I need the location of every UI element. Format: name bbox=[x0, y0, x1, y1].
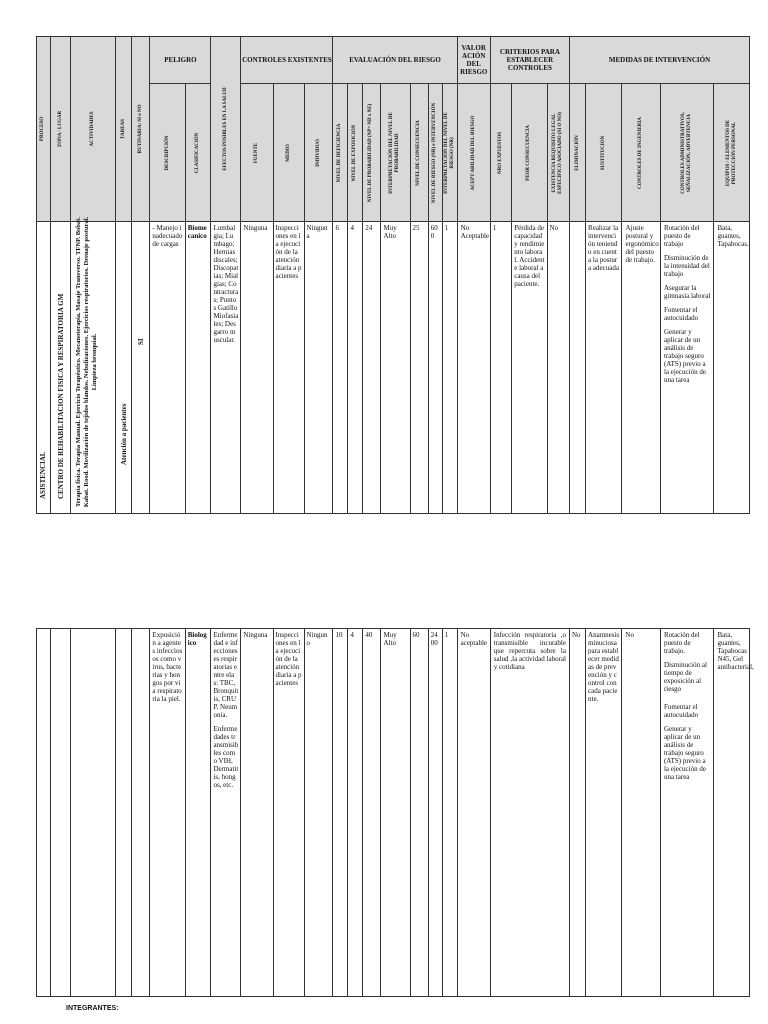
header-criterios: CRITERIOS PARA ESTABLECER CONTROLES bbox=[490, 37, 569, 84]
clasificacion-cell: Biologico bbox=[185, 629, 211, 997]
nd-cell: 10 bbox=[333, 629, 348, 997]
ne-cell: 4 bbox=[348, 629, 363, 997]
header-rutinaria: RUTINARIA: SI o NO bbox=[132, 37, 150, 222]
header-peor: PEOR CONSECUENCIA bbox=[512, 84, 547, 222]
header-efectos: EFECTOS POSIBLES EN LA SALUD bbox=[211, 37, 241, 222]
epp-cell: Bata, guantes, Tapabocas N45, Gel antibacterial, bbox=[714, 629, 750, 997]
clasificacion-cell: Biomecanico bbox=[185, 222, 211, 514]
tareas-cell bbox=[116, 629, 132, 997]
header-descripcion: DESCRIPCIÓN bbox=[150, 84, 185, 222]
tareas-cell: Atención a pacientes bbox=[116, 222, 132, 514]
zona-cell bbox=[50, 629, 70, 997]
header-administrativos: CONTROLES ADMINISTRATIVOS, SEÑALIZACIÓN, ADVERTENCIA bbox=[660, 84, 714, 222]
int-np-cell: Muy Alto bbox=[380, 629, 410, 997]
header-nr: NIVEL DE RIESGO (NR) e INTERVENCIÓN bbox=[428, 84, 442, 222]
header-medio: MEDIO bbox=[273, 84, 304, 222]
header-nc: NIVEL DE CONSECUENCIA bbox=[410, 84, 428, 222]
legal-cell: No bbox=[547, 222, 569, 514]
np-cell: 40 bbox=[363, 629, 380, 997]
efectos-cell: Enfermedad e infecciones es respiratorias entre elas: TBC, Bronquitis, CRUP, Neumonia. Enfermedades transmisibles como VIH, Dermatitis, hongos, etc. bbox=[211, 629, 241, 997]
header-int-np: INTERPRETACIÓN DEL NIVEL DE PROBABILIDAD bbox=[380, 84, 410, 222]
header-aceptabilidad: ACEPT ABILIDAD DEL RIESGO bbox=[457, 84, 490, 222]
nc-cell: 60 bbox=[410, 629, 428, 997]
header-individuo: INDIVIDUO bbox=[304, 84, 333, 222]
peor-cell: Pérdida de capacidad y rendimiento laboral. Accidente laboral a causa del paciente. bbox=[512, 222, 547, 514]
fuente-cell: Ninguna bbox=[241, 222, 273, 514]
header-evaluacion: EVALUACIÓN DEL RIESGO bbox=[333, 37, 457, 84]
ingenieria-cell: No bbox=[622, 629, 661, 997]
nr-cell: 2400 bbox=[428, 629, 442, 997]
fuente-cell: Ninguna bbox=[241, 629, 273, 997]
header-legal: EXISTENCIA REQUISITO LEGAL ESPECÍFICO ASOCIADO (SI O NO) bbox=[547, 84, 569, 222]
header-np: NIVEL DE PROBABILIDAD (NP= ND x NE) bbox=[363, 84, 380, 222]
header-peligro: PELIGRO bbox=[150, 37, 211, 84]
proceso-cell: ASISTENCIAL bbox=[37, 222, 51, 514]
nd-cell: 6 bbox=[333, 222, 348, 514]
header-eliminacion: ELIMINACIÓN bbox=[570, 84, 586, 222]
epp-cell: Bata, guantes, Tapabocas. bbox=[714, 222, 750, 514]
sustitucion-cell: Realizar la intervención teniendo en cuenta la postura adecuada bbox=[586, 222, 622, 514]
int-nr-cell: 1 bbox=[442, 222, 457, 514]
header-nd: NIVEL DE DEFICIENCIA bbox=[333, 84, 348, 222]
risk-matrix-table-bottom bbox=[36, 628, 754, 997]
aceptabilidad-cell: No aceptable bbox=[457, 629, 490, 997]
header-controles: CONTROLES EXISTENTES bbox=[241, 37, 333, 84]
nr-cell: 600 bbox=[428, 222, 442, 514]
nc-cell: 25 bbox=[410, 222, 428, 514]
eliminacion-cell bbox=[570, 222, 586, 514]
rutinaria-cell bbox=[132, 629, 150, 997]
header-clasificacion: CLASIFICACIÓN bbox=[185, 84, 211, 222]
header-expuestos: NRO EXPUESTOS bbox=[490, 84, 511, 222]
administrativos-cell: Rotación del puesto de trabajo Disminución de la intensidad del trabajo Asegurar la gimnasia laboral Fomentar el autocuidado Generar y aplicar de un análisis de trabajo seguro (ATS) previo a la ejecución de una tarea bbox=[660, 222, 714, 514]
descripcion-cell: - Manejo inadecuado de cargas bbox=[150, 222, 185, 514]
zona-cell: CENTRO DE REHABILITACION FISICA Y RESPIRATORIA GM bbox=[50, 222, 70, 514]
header-actividades: ACTIVIDADES bbox=[71, 37, 116, 222]
efectos-cell: Lumbalgia; Lumbago; Hernias discales; Discopatias; Mialgias; Contracturas; Puntos Gatillo Miofasiales; Desgarro muscular. bbox=[211, 222, 241, 514]
header-int-nr: INTERPRETACIÓN DEL NIVEL DE RIESGO (NR) bbox=[442, 84, 457, 222]
peor-cell: Infección respiratoria ,o transmisible incurable que repercuta sobre la salud ,la actividad laboral y cotidiana bbox=[490, 629, 569, 997]
header-valoracion: VALOR ACIÓN DEL RIESGO bbox=[457, 37, 490, 84]
actividades-cell: Terapia física. Terapia Manual. Ejercicio Terapéutico. Mecanoterapia. Masaje Transverso. TFNP. Bobat. Kabat. Rood. Movilización de tejidos blandos. Nebulizaciones. Ejercicios respiratorios. Drenaje postural. Limpieza bronquial. bbox=[71, 222, 116, 514]
individuo-cell: Ninguna bbox=[304, 222, 333, 514]
integrantes-label: INTEGRANTES: bbox=[66, 1005, 119, 1012]
aceptabilidad-cell: No Aceptable bbox=[457, 222, 490, 514]
administrativos-cell: Rotación del puesto de trabajo. Disminución al tiempo de exposición al riesgo Fomentar el autocuidado Generar y aplicar de un análisis de trabajo seguro (ATS) previo a la ejecución de una tarea bbox=[660, 629, 714, 997]
header-tareas: TAREAS bbox=[116, 37, 132, 222]
header-fuente: FUENTE bbox=[241, 84, 273, 222]
table-row bbox=[37, 222, 750, 514]
expuestos-cell: 1 bbox=[490, 222, 511, 514]
legal-cell: No bbox=[569, 629, 585, 997]
medio-cell: Inspecciones en la ejecución de la atención diaria a pacientes bbox=[273, 222, 304, 514]
sustitucion-cell: Anamnesis minuciosa para establecer medidas de prevención y control con cada paciente. bbox=[586, 629, 622, 997]
header-sustitucion: SUSTITUCIÓN bbox=[586, 84, 622, 222]
header-epp: EQUIPOS / ELEMENTOS DE PROTECCIÓN PERSONAL bbox=[714, 84, 750, 222]
table-row bbox=[37, 629, 750, 997]
ne-cell: 4 bbox=[348, 222, 363, 514]
header-proceso: PROCESO bbox=[37, 37, 51, 222]
header-zona: ZONA / LUGAR bbox=[50, 37, 70, 222]
ingenieria-cell: Ajuste postural y ergonómico del puesto de trabajo. bbox=[622, 222, 661, 514]
int-nr-cell: 1 bbox=[442, 629, 457, 997]
descripcion-cell: Exposición a agentes infecciosos como virus, bacterias y hongos por via respiratoria la piel. bbox=[150, 629, 185, 997]
int-np-cell: Muy Alto bbox=[380, 222, 410, 514]
np-cell: 24 bbox=[363, 222, 380, 514]
header-ne: NIVEL DE EXPOSICIÓN bbox=[348, 84, 363, 222]
medio-cell: Inspecciones en la ejecución de la atención diaria a pacientes bbox=[273, 629, 304, 997]
actividades-cell bbox=[71, 629, 116, 997]
risk-matrix-table-top bbox=[36, 36, 750, 514]
header-medidas: MEDIDAS DE INTERVENCIÓN bbox=[570, 37, 750, 84]
individuo-cell: Ninguno bbox=[304, 629, 333, 997]
header-ingenieria: CONTROLES DE INGENIERIA bbox=[622, 84, 661, 222]
rutinaria-cell: SI bbox=[132, 222, 150, 514]
proceso-cell bbox=[37, 629, 51, 997]
